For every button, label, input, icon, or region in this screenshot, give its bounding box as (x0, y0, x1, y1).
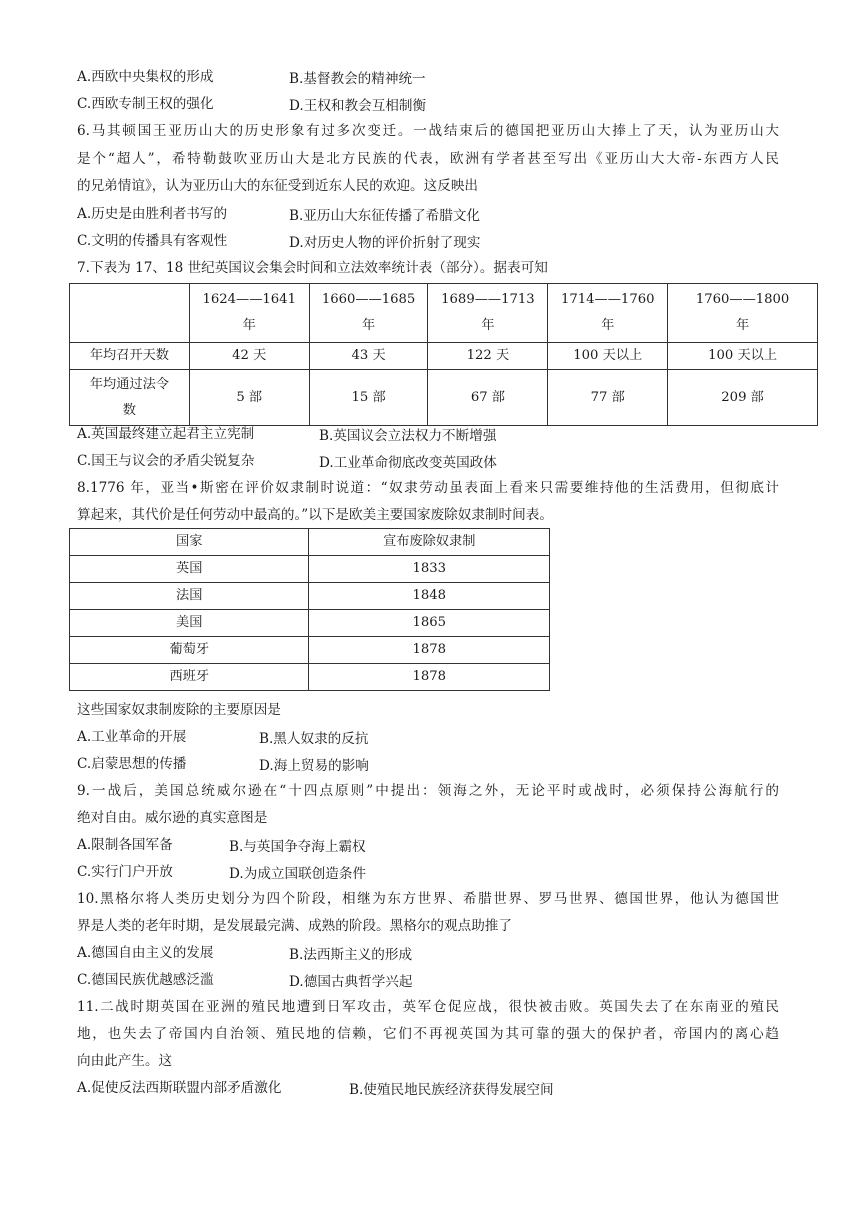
q11-stem-line-1: 11.二战时期英国在亚洲的殖民地遭到日军攻击，英军仓促应战，很快被击败。英国失去了在东南亚的殖民 (77, 999, 779, 1015)
table-header-row (70, 284, 818, 343)
q8-stem-line-2: 算起来，其代价是任何劳动中最高的。”以下是欧美主要国家废除奴隶制时间表。 (77, 507, 553, 523)
table-cell: 1865 (309, 610, 550, 637)
table-cell: 67 部 (428, 370, 548, 426)
table-header-cell: 1660——1685 年 (309, 284, 428, 343)
q7-stem: 7.下表为 17、18 世纪英国议会集会时间和立法效率统计表（部分）。据表可知 (77, 260, 548, 276)
q9-option-b: B.与英国争夺海上霸权 (229, 839, 366, 855)
q5-option-c: C.西欧专制王权的强化 (77, 96, 214, 112)
table-cell: 5 部 (189, 370, 309, 426)
q5-option-a: A.西欧中央集权的形成 (77, 69, 214, 85)
q10-option-b: B.法西斯主义的形成 (289, 947, 413, 963)
slavery-abolition-table (69, 528, 550, 691)
table-cell: 15 部 (309, 370, 428, 426)
q7-option-b: B.英国议会立法权力不断增强 (319, 428, 497, 444)
table-cell: 43 天 (309, 343, 428, 370)
q5-option-d: D.王权和教会互相制衡 (289, 98, 427, 114)
q8-option-d: D.海上贸易的影响 (259, 758, 369, 774)
table-header-cell: 宣布废除奴隶制 (309, 529, 550, 556)
table-cell: 122 天 (428, 343, 548, 370)
table-cell: 法国 (70, 583, 309, 610)
table-cell: 209 部 (668, 370, 818, 426)
table-cell: 1848 (309, 583, 550, 610)
row-label: 年均通过法令 数 (70, 370, 190, 426)
table-cell: 1833 (309, 556, 550, 583)
table-row (70, 583, 550, 610)
q10-option-d: D.德国古典哲学兴起 (289, 974, 413, 990)
table-header-cell: 1689——1713 年 (428, 284, 548, 343)
q8-option-b: B.黑人奴隶的反抗 (259, 731, 369, 747)
q11-stem-line-2: 地，也失去了帝国内自治领、殖民地的信赖，它们不再视英国为其可靠的强大的保护者，帝国内的离心趋 (77, 1026, 779, 1042)
table-cell: 77 部 (548, 370, 668, 426)
table-cell: 42 天 (189, 343, 309, 370)
q11-stem-line-3: 向由此产生。这 (77, 1053, 173, 1069)
q6-stem-line-3: 的兄弟情谊》，认为亚历山大的东征受到近东人民的欢迎。这反映出 (77, 178, 479, 194)
table-header-cell: 1714——1760 年 (548, 284, 668, 343)
q6-stem-line-1: 6.马其顿国王亚历山大的历史形象有过多次变迁。一战结束后的德国把亚历山大捧上了天，认为亚历山大 (77, 123, 779, 139)
table-cell: 100 天以上 (668, 343, 818, 370)
q5-option-b: B.基督教会的精神统一 (289, 71, 426, 87)
q10-stem-line-2: 界是人类的老年时期，是发展最完满、成熟的阶段。黑格尔的观点助推了 (77, 918, 512, 934)
q6-stem-line-2: 是个“超人”，希特勒鼓吹亚历山大是北方民族的代表，欧洲有学者甚至写出《亚历山大大帝-东西方人民 (77, 151, 779, 167)
q9-stem-line-1: 9.一战后，美国总统威尔逊在“十四点原则”中提出：领海之外，无论平时或战时，必须保持公海航行的 (77, 783, 779, 799)
q9-stem-line-2: 绝对自由。威尔逊的真实意图是 (77, 810, 268, 826)
q11-option-a: A.促使反法西斯联盟内部矛盾激化 (77, 1080, 282, 1096)
table-row (70, 370, 818, 426)
q6-option-a: A.历史是由胜利者书写的 (77, 206, 228, 222)
parliament-statistics-table (69, 283, 818, 426)
table-header-row (70, 529, 550, 556)
q7-option-c: C.国王与议会的矛盾尖锐复杂 (77, 453, 255, 469)
table-corner-cell (70, 284, 190, 343)
q6-option-d: D.对历史人物的评价折射了现实 (289, 235, 481, 251)
table-cell: 葡萄牙 (70, 637, 309, 664)
q6-option-c: C.文明的传播具有客观性 (77, 233, 228, 249)
table-cell: 英国 (70, 556, 309, 583)
q7-option-d: D.工业革命彻底改变英国政体 (319, 455, 497, 471)
q8-question: 这些国家奴隶制废除的主要原因是 (77, 702, 281, 718)
table-row (70, 343, 818, 370)
q10-option-a: A.德国自由主义的发展 (77, 945, 214, 961)
row-label: 年均召开天数 (70, 343, 190, 370)
table-cell: 西班牙 (70, 664, 309, 691)
q9-option-c: C.实行门户开放 (77, 864, 173, 880)
q8-option-a: A.工业革命的开展 (77, 729, 187, 745)
table-cell: 1878 (309, 664, 550, 691)
q11-option-b: B.使殖民地民族经济获得发展空间 (349, 1082, 554, 1098)
table-header-cell: 国家 (70, 529, 309, 556)
table-cell: 100 天以上 (548, 343, 668, 370)
q9-option-a: A.限制各国军备 (77, 837, 173, 853)
q7-option-a: A.英国最终建立起君主立宪制 (77, 426, 255, 442)
table-row (70, 610, 550, 637)
q10-option-c: C.德国民族优越感泛滥 (77, 972, 214, 988)
table-row (70, 556, 550, 583)
q8-option-c: C.启蒙思想的传播 (77, 756, 187, 772)
q9-option-d: D.为成立国联创造条件 (229, 866, 367, 882)
q6-option-b: B.亚历山大东征传播了希腊文化 (289, 208, 481, 224)
table-header-cell: 1760——1800 年 (668, 284, 818, 343)
q10-stem-line-1: 10.黑格尔将人类历史划分为四个阶段，相继为东方世界、希腊世界、罗马世界、德国世界，他认为德国世 (77, 891, 779, 907)
table-header-cell: 1624——1641 年 (189, 284, 309, 343)
q8-stem-line-1: 8.1776 年，亚当•斯密在评价奴隶制时说道：“奴隶劳动虽表面上看来只需要维持他的生活费用，但彻底计 (77, 480, 779, 496)
table-cell: 1878 (309, 637, 550, 664)
table-cell: 美国 (70, 610, 309, 637)
table-row (70, 637, 550, 664)
table-row (70, 664, 550, 691)
